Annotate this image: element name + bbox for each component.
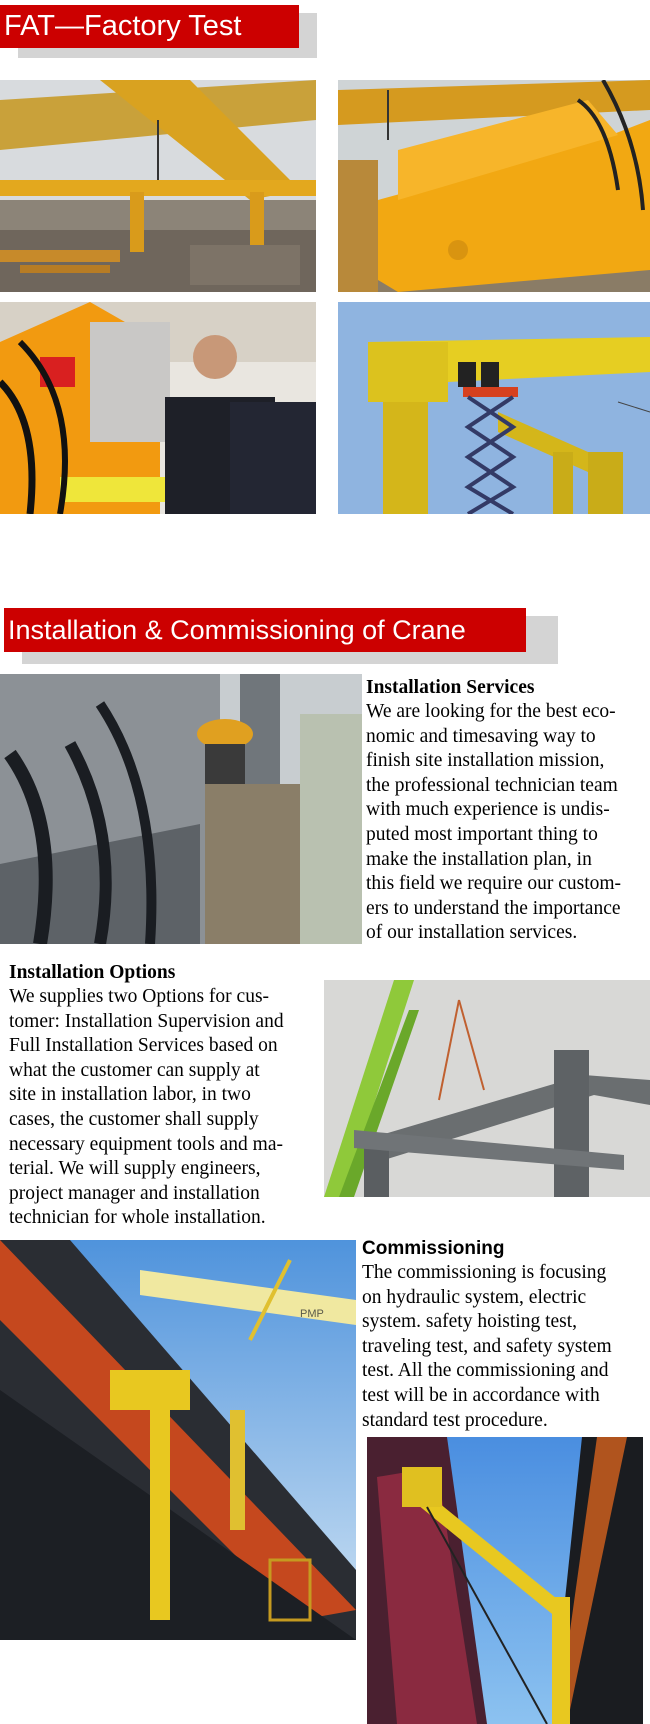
commissioning-line: on hydraulic system, electric	[362, 1286, 587, 1308]
installation-services-line: the professional technician team	[366, 774, 618, 796]
commissioning-line: standard test procedure.	[362, 1409, 548, 1431]
installation-services-line: this field we require our custom-	[366, 873, 622, 895]
installation-services-line: puted most important thing to	[366, 823, 598, 845]
installation-services-line: nomic and timesaving way to	[366, 725, 596, 747]
installation-services-line: with much experience is undis-	[366, 799, 610, 821]
installation-options-line: terial. We will supply engineers,	[9, 1158, 261, 1180]
installation-options-line: Full Installation Services based on	[9, 1035, 278, 1057]
installation-services-line: make the installation plan, in	[366, 848, 592, 870]
fat-banner	[0, 0, 320, 60]
installation-options-line: necessary equipment tools and ma-	[9, 1133, 283, 1155]
commissioning-line: traveling test, and safety system	[362, 1335, 612, 1357]
commissioning-line: test will be in accordance with	[362, 1384, 600, 1406]
installation-services-block	[366, 676, 650, 946]
installation-options-line: what the customer can supply at	[9, 1059, 260, 1081]
install-banner-title: Installation & Commissioning of Crane	[4, 608, 526, 652]
yellow-girder-closeup-photo	[338, 80, 650, 292]
installation-services-line: finish site installation mission,	[366, 750, 605, 772]
commissioning-line: The commissioning is focusing	[362, 1262, 607, 1283]
gantry-scissor-lift-photo	[338, 302, 650, 514]
installation-services-line: We are looking for the best eco-	[366, 701, 616, 722]
commissioning-line: test. All the commissioning and	[362, 1360, 609, 1382]
gantry-crane-factory-photo	[0, 80, 316, 292]
installation-options-line: site in installation labor, in two	[9, 1084, 251, 1106]
installation-options-line: cases, the customer shall supply	[9, 1108, 259, 1130]
gantry-leg-sky-photo	[367, 1437, 643, 1724]
installation-services-heading: Installation Services	[366, 677, 535, 698]
installation-options-line: project manager and installation	[9, 1182, 260, 1204]
shipyard-crane-label: PMP	[300, 1308, 324, 1320]
commissioning-block	[362, 1237, 650, 1433]
installation-options-line: We supplies two Options for cus-	[9, 986, 270, 1007]
welder-at-work-photo	[0, 674, 362, 944]
install-banner	[0, 605, 565, 667]
installation-options-block	[9, 961, 324, 1231]
shipyard-crane-photo	[0, 1240, 356, 1640]
fat-banner-title: FAT—Factory Test	[0, 5, 299, 48]
installation-options-heading: Installation Options	[9, 962, 176, 983]
lifting-steel-beam-photo	[324, 980, 650, 1197]
installation-services-line: ers to understand the importance	[366, 897, 621, 919]
commissioning-heading: Commissioning	[362, 1238, 505, 1259]
control-panel-inspection-photo	[0, 302, 316, 514]
installation-options-line: tomer: Installation Supervision and	[9, 1010, 284, 1032]
installation-options-line: technician for whole installation.	[9, 1207, 266, 1229]
installation-services-line: of our installation services.	[366, 922, 578, 944]
commissioning-line: system. safety hoisting test,	[362, 1311, 578, 1333]
